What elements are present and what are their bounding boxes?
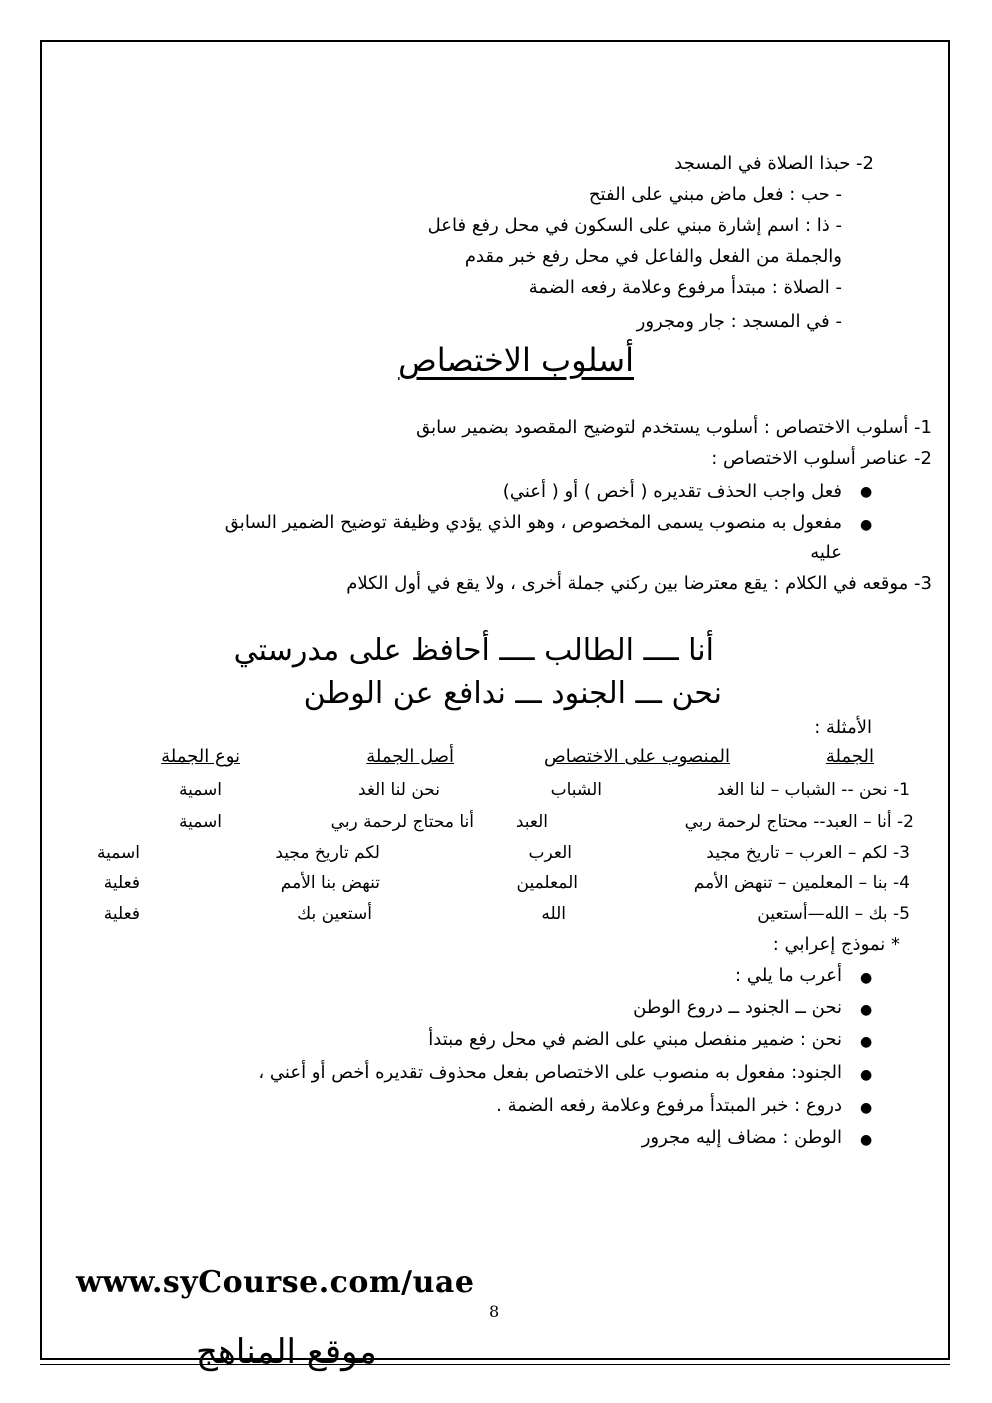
prev-parse-line: - في المسجد : جار ومجرور xyxy=(636,311,842,332)
table-cell-sentence: 4- بنا – المعلمين – تنهض الأمم xyxy=(693,873,910,893)
bullet-icon: ● xyxy=(860,1067,873,1083)
page-border-bottom xyxy=(40,1364,950,1365)
examples-intro: الأمثلة : xyxy=(814,717,872,738)
table-cell-mansub: العرب xyxy=(528,843,572,863)
definition-line: 3- موقعه في الكلام : يقع معترضا بين ركني جملة أخرى ، ولا يقع في أول الكلام xyxy=(346,573,932,594)
header-mansub: المنصوب على الاختصاص xyxy=(543,746,730,767)
model-heading: * نموذج إعرابي : xyxy=(772,934,900,955)
header-asl: أصل الجملة xyxy=(366,746,454,767)
model-item: دروع : خبر المبتدأ مرفوع وعلامة رفعه الضمة . xyxy=(496,1095,842,1116)
element-bullet: فعل واجب الحذف تقديره ( أخص ) أو ( أعني) xyxy=(502,481,842,502)
table-cell-sentence: 5- بك – الله—أستعين xyxy=(757,904,910,924)
table-cell-mansub: العبد xyxy=(515,812,548,832)
prev-parse-line: والجملة من الفعل والفاعل في محل رفع خبر مقدم xyxy=(464,246,842,267)
table-cell-asl: أنا محتاج لرحمة ربي xyxy=(330,812,474,832)
bullet-icon: ● xyxy=(860,1132,873,1148)
table-cell-asl: تنهض بنا الأمم xyxy=(280,873,380,893)
page-number: 8 xyxy=(489,1302,500,1321)
prev-example-line: 2- حبذا الصلاة في المسجد xyxy=(674,153,874,174)
table-cell-sentence: 3- لكم – العرب – تاريخ مجيد xyxy=(706,843,910,863)
bullet-icon: ● xyxy=(860,1100,873,1116)
bullet-icon: ● xyxy=(860,1034,873,1050)
header-type: نوع الجملة xyxy=(161,746,240,767)
bullet-icon: ● xyxy=(860,970,873,986)
model-item: أعرب ما يلي : xyxy=(735,965,842,986)
prev-parse-line: - ذا : اسم إشارة مبني على السكون في محل رفع فاعل xyxy=(427,215,842,236)
prev-parse-line: - حب : فعل ماض مبني على الفتح xyxy=(588,184,842,205)
table-cell-sentence: 2- أنا – العبد-- محتاج لرحمة ربي xyxy=(684,812,914,832)
table-cell-type: اسمية xyxy=(96,843,140,863)
site-url[interactable]: www.syCourse.com/uae xyxy=(76,1265,475,1300)
bullet-icon: ● xyxy=(860,517,873,533)
table-cell-mansub: الله xyxy=(541,904,566,924)
header-sentence: الجملة xyxy=(825,746,874,767)
example-big: أنا ــــ الطالب ــــ أحافظ على مدرستي xyxy=(233,633,714,668)
bullet-icon: ● xyxy=(860,484,873,500)
prev-parse-line: - الصلاة : مبتدأ مرفوع وعلامة رفعه الضمة xyxy=(528,277,842,298)
model-item: نحن : ضمير منفصل مبني على الضم في محل رفع مبتدأ xyxy=(428,1029,842,1050)
table-cell-asl: نحن لنا الغد xyxy=(358,780,440,800)
example-big: نحن ـــ الجنود ـــ ندافع عن الوطن xyxy=(303,676,722,711)
element-bullet-continuation: عليه xyxy=(810,542,842,563)
table-cell-type: اسمية xyxy=(178,780,222,800)
table-cell-type: اسمية xyxy=(178,812,222,832)
table-cell-sentence: 1- نحن -- الشباب – لنا الغد xyxy=(717,780,910,800)
model-item: الجنود: مفعول به منصوب على الاختصاص بفعل محذوف تقديره أخص أو أعني ، xyxy=(258,1062,842,1083)
element-bullet: مفعول به منصوب يسمى المخصوص ، وهو الذي يؤدي وظيفة توضيح الضمير السابق xyxy=(224,512,842,533)
table-cell-asl: أستعين بك xyxy=(297,904,372,924)
model-item: نحن ــ الجنود ــ دروع الوطن xyxy=(633,997,842,1018)
page-title: أسلوب الاختصاص xyxy=(398,341,634,379)
table-cell-mansub: الشباب xyxy=(550,780,602,800)
table-cell-asl: لكم تاريخ مجيد xyxy=(275,843,380,863)
site-logo-text: موقع المناهج xyxy=(196,1332,377,1372)
bullet-icon: ● xyxy=(860,1002,873,1018)
definition-line: 2- عناصر أسلوب الاختصاص : xyxy=(711,448,932,469)
table-cell-type: فعلية xyxy=(103,873,140,893)
table-cell-type: فعلية xyxy=(103,904,140,924)
table-cell-mansub: المعلمين xyxy=(516,873,578,893)
model-item: الوطن : مضاف إليه مجرور xyxy=(641,1127,842,1148)
definition-line: 1- أسلوب الاختصاص : أسلوب يستخدم لتوضيح المقصود بضمير سابق xyxy=(416,417,932,438)
